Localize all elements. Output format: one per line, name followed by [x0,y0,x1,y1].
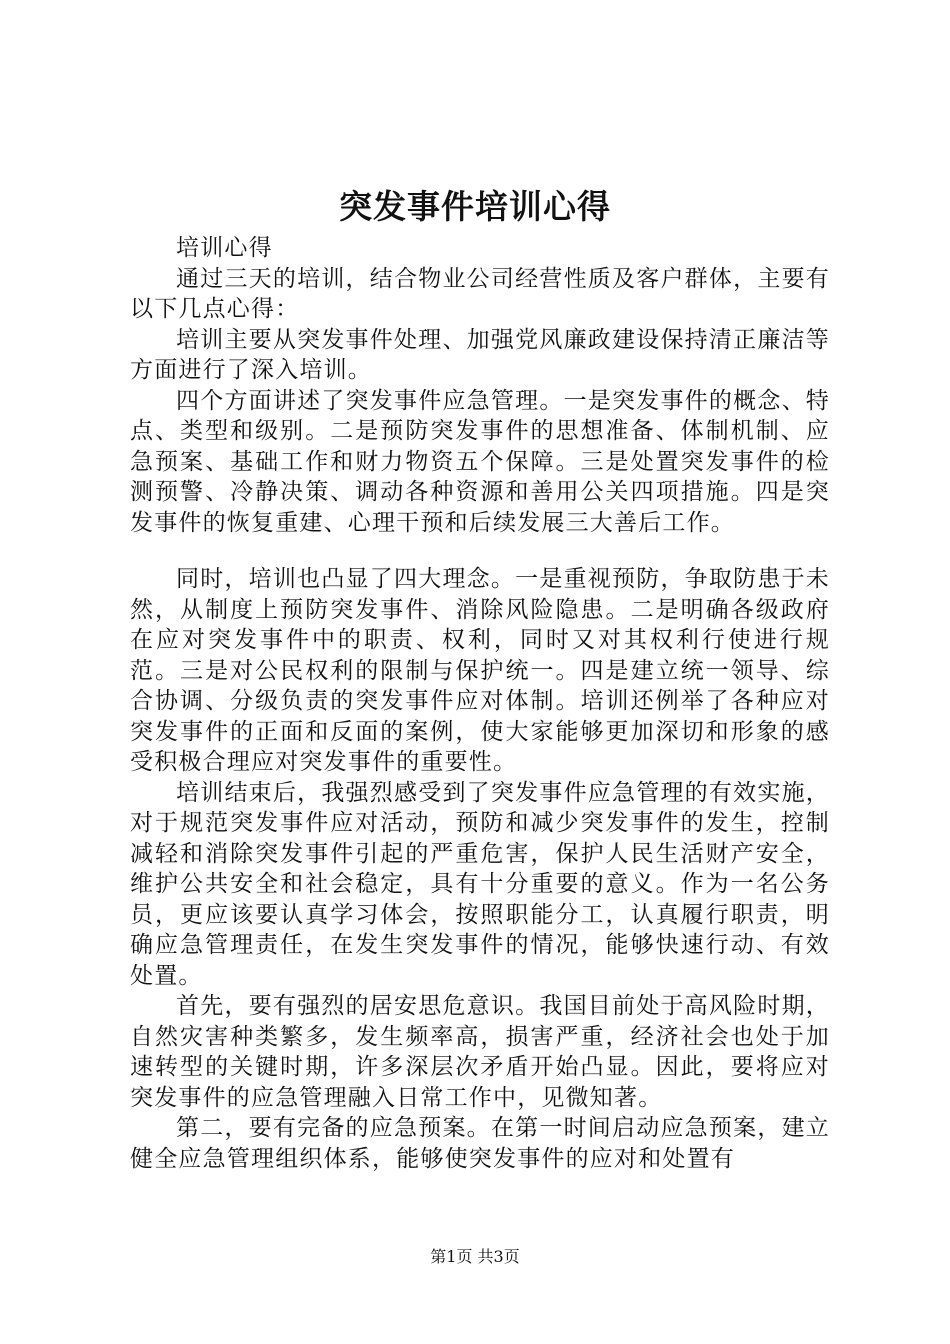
document-body [130,233,830,1174]
paragraph-intro: 通过三天的培训，结合物业公司经营性质及客户群体，主要有以下几点心得： [130,265,830,322]
paragraph-first-point: 首先，要有强烈的居安思危意识。我国目前处于高风险时期，自然灾害种类繁多，发生频率高，损害严重，经济社会也处于加速转型的关键时期，许多深层次矛盾开始凸显。因此，要将应对突发事件的应急管理融入日常工作中，见微知著。 [130,993,830,1111]
paragraph-second-point: 第二，要有完备的应急预案。在第一时间启动应急预案，建立健全应急管理组织体系，能够使突发事件的应对和处置有 [130,1115,830,1172]
paragraph-reflection: 培训结束后，我强烈感受到了突发事件应急管理的有效实施，对于规范突发事件应对活动，预防和减少突发事件的发生，控制减轻和消除突发事件引起的严重危害，保护人民生活财产安全，维护公共安全和社会稳定，具有十分重要的意义。作为一名公务员，更应该要认真学习体会，按照职能分工，认真履行职责，明确应急管理责任，在发生突发事件的情况，能够快速行动、有效处置。 [130,779,830,989]
paragraph-training-content: 培训主要从突发事件处理、加强党风廉政建设保持清正廉洁等方面进行了深入培训。 [130,326,830,383]
paragraph-four-concepts: 同时，培训也凸显了四大理念。一是重视预防，争取防患于未然，从制度上预防突发事件、消除风险隐患。二是明确各级政府在应对突发事件中的职责、权利，同时又对其权利行使进行规范。三是对公民权利的限制与保护统一。四是建立统一领导、综合协调、分级负责的突发事件应对体制。培训还例举了各种应对突发事件的正面和反面的案例，使大家能够更加深切和形象的感受积极合理应对突发事件的重要性。 [130,566,830,775]
document-title: 突发事件培训心得 [339,187,611,226]
paragraph-four-aspects: 四个方面讲述了突发事件应急管理。一是突发事件的概念、特点、类型和级别。二是预防突发事件的思想准备、体制机制、应急预案、基础工作和财力物资五个保障。三是处置突发事件的检测预警、冷静决策、调动各种资源和善用公关四项措施。四是突发事件的恢复重建、心理干预和后续发展三大善后工作。 [130,387,830,536]
paragraph-heading: 培训心得 [176,235,273,261]
page-footer: 第1页 共3页 [430,1247,520,1266]
